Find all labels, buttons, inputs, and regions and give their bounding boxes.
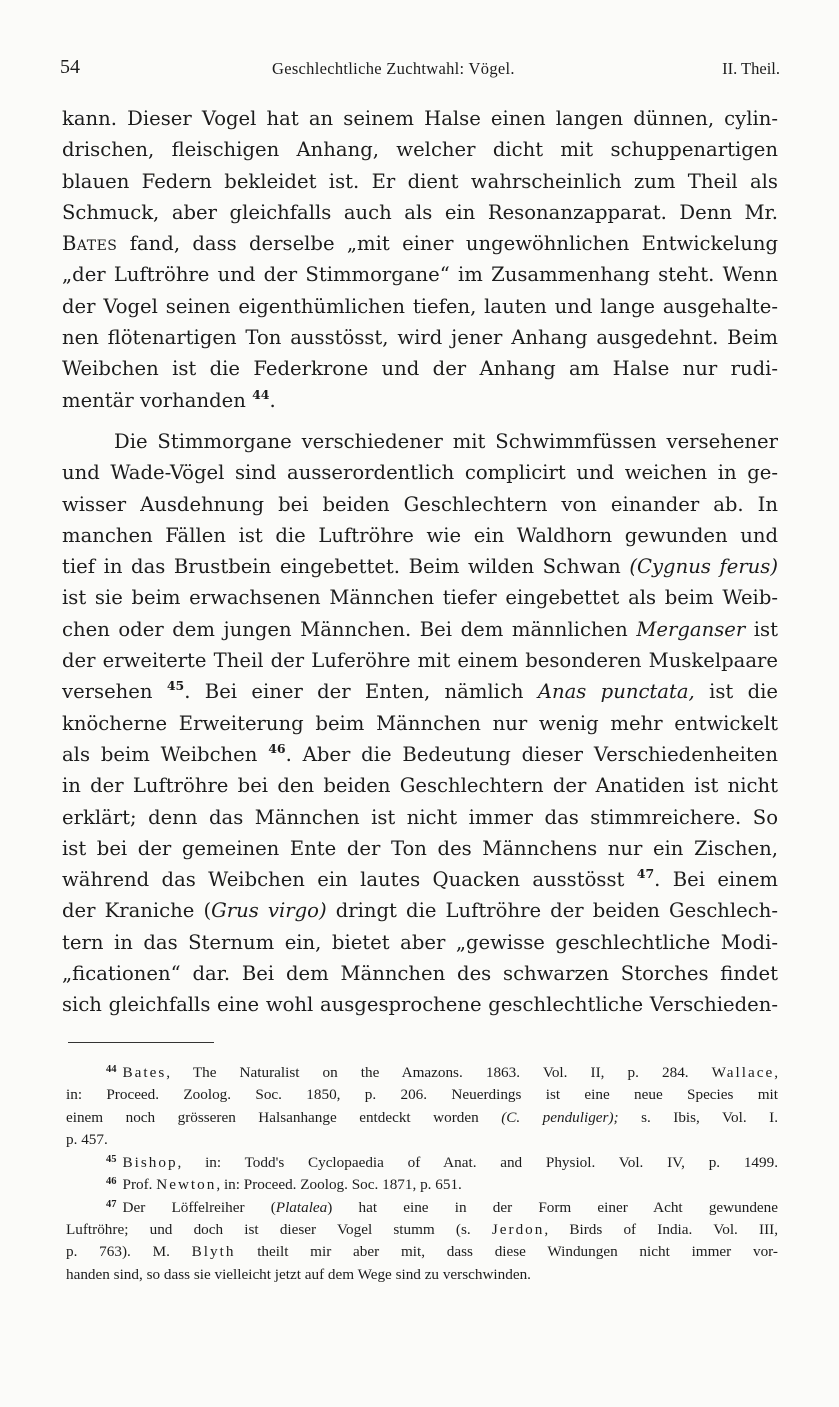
text-line: Die Stimmorgane verschiedener mit Schwimmfüssen versehener [114,429,778,453]
footnote-ref[interactable]: 45 [166,678,185,694]
part-label: II. Theil. [722,59,780,78]
footnote-divider [68,1042,214,1043]
text-line: in der Luftröhre bei den beiden Geschlechtern der Anatiden ist nicht [62,774,778,798]
text-line: der Kraniche (Grus virgo) dringt die Luftröhre der beiden Geschlech- [62,899,778,923]
species-name: Anas punctata, [537,680,695,704]
main-text [62,103,778,1021]
footnote-number: 44 [106,1064,117,1075]
text-line: wisser Ausdehnung bei beiden Geschlechtern von einander ab. In [62,492,778,516]
paragraph-2 [62,426,778,1021]
text-line: „der Luftröhre und der Stimmorgane“ im Zusammenhang steht. Wenn [62,263,778,287]
paragraph-1 [62,103,778,416]
text-line: manchen Fällen ist die Luftröhre wie ein Waldhorn gewunden und [62,523,778,547]
footnote-line: in: Proceed. Zoolog. Soc. 1850, p. 206. Neuerdings ist eine neue Species mit [66,1086,778,1104]
species-name: Merganser [636,617,746,641]
footnote-line: $^{45}$ Bishop, in: Todd's Cyclopaedia of Anat. and Physiol. Vol. IV, p. 1499. [106,1154,778,1172]
text-line: „ficationen“ dar. Bei dem Männchen des schwarzen Storches findet [62,962,778,986]
footnote-44 [66,1062,778,1151]
footnote-line: $^{47}$ Der Löffelreiher (Platalea) hat eine in der Form einer Acht gewundene [106,1198,778,1216]
text-line: chen oder dem jungen Männchen. Bei dem männlichen Merganser ist [62,617,778,641]
text-line: kann. Dieser Vogel hat an seinem Halse einen langen dünnen, cylin- [62,107,778,130]
text-line: blauen Federn bekleidet ist. Er dient wahrscheinlich zum Theil als [62,169,778,193]
text-line: der erweiterte Theil der Luferöhre mit einem besonderen Muskelpaare [62,649,778,673]
footnote-number: 45 [106,1154,117,1166]
author-name: Bates [62,232,118,256]
text-line: erklärt; denn das Männchen ist nicht immer das stimmreichere. So [62,805,778,829]
species-name: (Cygnus ferus) [629,555,778,579]
species-name: (C. penduliger); [501,1108,619,1126]
footnote-line: handen sind, so dass sie vielleicht jetzt auf dem Wege sind zu verschwinden. [66,1265,531,1283]
footnote-line: p. 457. [66,1130,108,1148]
footnote-ref[interactable]: 46 [268,740,286,756]
text-line: Bates fand, dass derselbe „mit einer ungewöhnlichen Entwickelung [62,232,778,256]
footnote-line: einem noch grösseren Halsanhange entdeckt worden (C. penduliger); s. Ibis, Vol. I. [66,1108,779,1126]
species-name: Platalea [275,1198,328,1216]
text-line: ist bei der gemeinen Ente der Ton des Männchens nur ein Zischen, [62,836,778,860]
species-name: Grus virgo) [211,899,327,923]
text-line: drischen, fleischigen Anhang, welcher dicht mit schuppenartigen [62,138,778,162]
text-line: ist sie beim erwachsenen Männchen tiefer eingebettet als beim Weib- [62,586,778,610]
footnote-ref[interactable]: 47 [636,866,655,882]
footnote-number: 47 [106,1198,117,1210]
footnote-number: 46 [106,1176,117,1188]
text-line: sich gleichfalls eine wohl ausgesprochene geschlechtliche Verschieden- [62,993,778,1017]
text-line: Schmuck, aber gleichfalls auch als ein Resonanzapparat. Denn Mr. [62,200,778,224]
footnote-line: Luftröhre; und doch ist dieser Vogel stumm (s. Jerdon, Birds of India. Vol. III, [66,1221,778,1239]
text-line: tief in das Brustbein eingebettet. Beim wilden Schwan (Cygnus ferus) [62,555,778,579]
footnote-47 [66,1197,778,1286]
text-line: Weibchen ist die Federkrone und der Anhang am Halse nur rudi- [62,357,778,381]
text-line: während das Weibchen ein lautes Quacken ausstösst $^{47}$. Bei einem [62,866,778,892]
text-line: der Vogel seinen eigenthümlichen tiefen, lauten und lange ausgehalte- [62,294,778,318]
text-line: nen flötenartigen Ton ausstösst, wird jener Anhang ausgedehnt. Beim [62,326,778,350]
text-line: knöcherne Erweiterung beim Männchen nur wenig mehr entwickelt [62,711,778,735]
footnote-line: p. 763). M. Blyth theilt mir aber mit, dass diese Windungen nicht immer vor- [66,1243,778,1261]
page-number: 54 [60,56,80,78]
footnote-46 [66,1174,778,1196]
running-header [60,56,780,84]
footnotes [66,1062,778,1286]
footnote-45 [66,1152,778,1174]
text-line: und Wade-Vögel sind ausserordentlich complicirt und weichen in ge- [62,461,778,485]
text-line: tern in das Sternum ein, bietet aber „gewisse geschlechtliche Modi- [62,930,778,954]
footnote-line: $^{46}$ Prof. Newton, in: Proceed. Zoolog. Soc. 1871, p. 651. [106,1176,462,1194]
text-line: als beim Weibchen $^{46}$. Aber die Bedeutung dieser Verschiedenheiten [62,740,778,766]
text-line: mentär vorhanden $^{44}$. [62,386,276,412]
running-title: Geschlechtliche Zuchtwahl: Vögel. [272,59,515,78]
footnote-ref[interactable]: 44 [252,386,270,402]
footnote-line: $^{44}$ Bates, The Naturalist on the Amazons. 1863. Vol. II, p. 284. Wallace, [106,1064,778,1081]
text-line: versehen $^{45}$. Bei einer der Enten, nämlich Anas punctata, ist die [62,678,778,704]
